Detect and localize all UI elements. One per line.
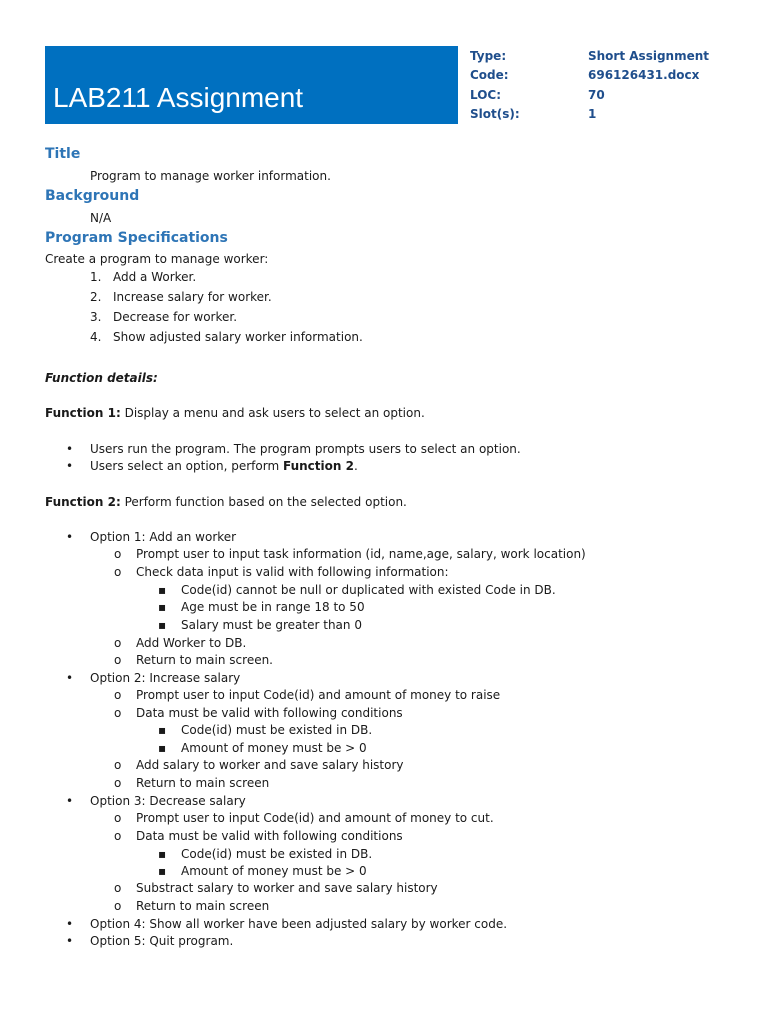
function-1-line xyxy=(45,405,425,422)
title-text: Program to manage worker information. xyxy=(90,169,331,183)
function-1-bullet xyxy=(90,458,358,475)
option-2-step: Add salary to worker and save salary history xyxy=(136,758,404,772)
circle-bullet-icon: o xyxy=(114,829,122,843)
meta-value: 1 xyxy=(588,106,597,121)
option-3-step: Return to main screen xyxy=(136,899,270,913)
circle-bullet-icon: o xyxy=(114,811,122,825)
background-heading: Background xyxy=(45,188,140,204)
meta-label: Code: xyxy=(470,68,509,83)
option-4: Option 4: Show all worker have been adjusted salary by worker code. xyxy=(90,917,508,931)
square-bullet-icon: ▪ xyxy=(158,847,167,861)
page-title: LAB211 Assignment xyxy=(53,82,304,113)
circle-bullet-icon: o xyxy=(114,706,122,720)
square-bullet-icon: ▪ xyxy=(158,741,167,755)
square-bullet-icon: ▪ xyxy=(158,864,167,878)
bullet-text-end: . xyxy=(353,459,358,473)
option-1: Option 1: Add an worker xyxy=(90,530,237,544)
bullet-icon: • xyxy=(66,530,74,544)
spec-item-number: 2. xyxy=(90,290,102,304)
function-2-line xyxy=(45,494,407,511)
title-heading: Title xyxy=(45,146,81,162)
background-text: N/A xyxy=(90,211,112,225)
bullet-icon: • xyxy=(66,934,74,948)
option-3-rule: Code(id) must be existed in DB. xyxy=(181,847,373,861)
function-1-text: Display a menu and ask users to select an option. xyxy=(120,406,425,420)
option-3-step: Data must be valid with following conditions xyxy=(136,829,403,843)
function-2-text: Perform function based on the selected option. xyxy=(120,495,407,509)
circle-bullet-icon: o xyxy=(114,899,122,913)
bullet-icon: • xyxy=(66,917,74,931)
option-2-step: Prompt user to input Code(id) and amount of money to raise xyxy=(136,688,501,702)
circle-bullet-icon: o xyxy=(114,688,122,702)
option-2-rule: Amount of money must be > 0 xyxy=(181,741,367,755)
option-3-step: Substract salary to worker and save salary history xyxy=(136,881,438,895)
function-2-ref: Function 2 xyxy=(282,459,354,473)
option-1-step: Add Worker to DB. xyxy=(136,636,247,650)
spec-item: Increase salary for worker. xyxy=(113,290,272,304)
circle-bullet-icon: o xyxy=(114,653,122,667)
spec-item-number: 4. xyxy=(90,330,102,344)
function-details-heading: Function details: xyxy=(45,371,158,385)
option-3: Option 3: Decrease salary xyxy=(90,794,246,808)
bullet-text: Users select an option, perform xyxy=(90,459,283,473)
option-1-step: Prompt user to input task information (id, name,age, salary, work location) xyxy=(136,547,586,561)
square-bullet-icon: ▪ xyxy=(158,618,167,632)
spec-item: Show adjusted salary worker information. xyxy=(113,330,363,344)
square-bullet-icon: ▪ xyxy=(158,600,167,614)
meta-value: Short Assignment xyxy=(588,49,710,63)
meta-label: LOC: xyxy=(470,87,502,102)
option-2: Option 2: Increase salary xyxy=(90,671,241,685)
function-1-label: Function 1: xyxy=(45,406,121,420)
bullet-icon: • xyxy=(66,442,74,456)
spec-item-number: 3. xyxy=(90,310,102,324)
spec-item-number: 1. xyxy=(90,270,102,284)
bullet-icon: • xyxy=(66,794,74,808)
title-banner xyxy=(45,46,458,124)
circle-bullet-icon: o xyxy=(114,547,122,561)
option-3-rule: Amount of money must be > 0 xyxy=(181,864,367,878)
square-bullet-icon: ▪ xyxy=(158,583,167,597)
circle-bullet-icon: o xyxy=(114,636,122,650)
option-3-step: Prompt user to input Code(id) and amount of money to cut. xyxy=(136,811,494,825)
spec-item: Add a Worker. xyxy=(113,270,197,284)
option-2-step: Return to main screen xyxy=(136,776,270,790)
option-1-step: Check data input is valid with following information: xyxy=(136,565,449,579)
function-1-bullet: Users run the program. The program prompts users to select an option. xyxy=(90,442,521,456)
meta-value: 696126431.docx xyxy=(588,68,700,83)
function-2-label: Function 2: xyxy=(45,495,121,509)
circle-bullet-icon: o xyxy=(114,565,122,579)
square-bullet-icon: ▪ xyxy=(158,723,167,737)
bullet-icon: • xyxy=(66,459,74,473)
circle-bullet-icon: o xyxy=(114,881,122,895)
meta-label: Type: xyxy=(470,49,507,63)
spec-item: Decrease for worker. xyxy=(113,310,238,324)
circle-bullet-icon: o xyxy=(114,776,122,790)
spec-heading: Program Specifications xyxy=(45,230,228,246)
option-2-step: Data must be valid with following conditions xyxy=(136,706,403,720)
option-1-rule: Age must be in range 18 to 50 xyxy=(181,600,365,614)
option-1-rule: Salary must be greater than 0 xyxy=(181,618,362,632)
option-1-step: Return to main screen. xyxy=(136,653,273,667)
option-5: Option 5: Quit program. xyxy=(90,934,234,948)
option-1-rule: Code(id) cannot be null or duplicated with existed Code in DB. xyxy=(181,583,556,597)
option-2-rule: Code(id) must be existed in DB. xyxy=(181,723,373,737)
meta-label: Slot(s): xyxy=(470,106,520,121)
spec-intro: Create a program to manage worker: xyxy=(45,252,269,266)
bullet-icon: • xyxy=(66,671,74,685)
circle-bullet-icon: o xyxy=(114,758,122,772)
meta-value: 70 xyxy=(588,87,605,102)
